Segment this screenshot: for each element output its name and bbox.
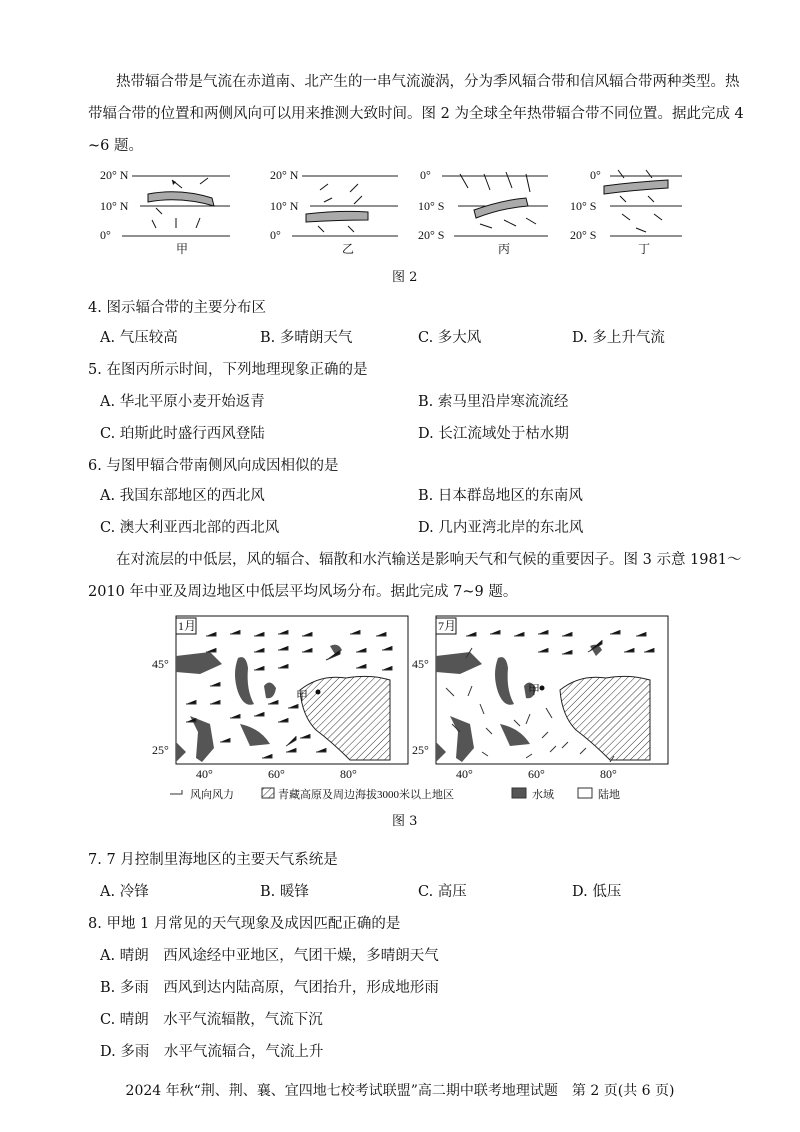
figure-3-legend (170, 787, 620, 801)
panel-bing (418, 168, 548, 256)
map-july-lon60: 60° (528, 767, 545, 781)
map-july-lon80: 80° (600, 767, 617, 781)
panel-ding-name: 丁 (638, 242, 651, 256)
map-january-lat25: 25° (152, 743, 169, 757)
legend-wind-barb-icon (170, 790, 182, 794)
q6-stem: 6. 与图甲辐合带南侧风向成因相似的是 (88, 458, 339, 474)
q7-option-d: D. 低压 (572, 884, 622, 900)
map-january-lon40: 40° (196, 767, 213, 781)
q5-option-a: A. 华北平原小麦开始返青 (100, 394, 265, 410)
q7-stem: 7. 7 月控制里海地区的主要天气系统是 (88, 852, 338, 868)
map-july-lon40: 40° (456, 767, 473, 781)
map-july-lat25: 25° (412, 743, 429, 757)
q4-option-d: D. 多上升气流 (572, 330, 665, 346)
panel-yi-bottom-label: 0° (270, 228, 281, 242)
panel-ding-bottom-label: 20° S (570, 228, 597, 242)
panel-bing-name: 丙 (498, 242, 511, 256)
map-january-label: 1月 (178, 619, 197, 633)
q8-option-c: C. 晴朗 水平气流辐散，气流下沉 (100, 1012, 323, 1028)
page-footer: 2024 年秋“荆、荆、襄、宜四地七校考试联盟”高二期中联考地理试题 第 2 页(共 6 页) (125, 1083, 675, 1099)
intro2-line1: 在对流层的中低层，风的辐合、辐散和水汽输送是影响天气和气候的重要因子。图 3 示意 1981～ (116, 552, 742, 568)
panel-jia-mid-label: 10° N (100, 199, 129, 213)
map-july-lat45: 45° (412, 657, 429, 671)
q7-option-c: C. 高压 (418, 884, 467, 900)
q7-option-b: B. 暖锋 (260, 884, 309, 900)
panel-jia-name: 甲 (176, 242, 189, 256)
legend-plateau-swatch (262, 788, 274, 798)
legend-water-swatch (512, 788, 526, 798)
map-january-lat45: 45° (152, 657, 169, 671)
panel-jia (100, 168, 230, 256)
q8-option-a: A. 晴朗 西风途经中亚地区，气团干燥，多晴朗天气 (100, 948, 439, 964)
q4-stem: 4. 图示辐合带的主要分布区 (88, 300, 266, 316)
panel-yi-name: 乙 (342, 242, 355, 256)
q5-stem: 5. 在图丙所示时间，下列地理现象正确的是 (88, 362, 368, 378)
panel-bing-mid-label: 10° S (418, 199, 445, 213)
map-january-jia-label: 甲 (296, 689, 309, 703)
map-july-label: 7月 (438, 619, 457, 633)
panel-ding-mid-label: 10° S (570, 199, 597, 213)
legend-plateau-label: 青藏高原及周边海拔3000米以上地区 (278, 789, 454, 801)
panel-ding-top-label: 0° (590, 168, 601, 182)
q8-stem: 8. 甲地 1 月常见的天气现象及成因匹配正确的是 (88, 916, 401, 932)
intro2-line2: 2010 年中亚及周边地区中低层平均风场分布。据此完成 7~9 题。 (88, 584, 518, 600)
panel-ding (570, 168, 682, 256)
intro1-line2: 带辐合带的位置和两侧风向可以用来推测大致时间。图 2 为全球全年热带辐合带不同位置。据此完成 4 (88, 106, 744, 122)
map-january-lon80: 80° (340, 767, 357, 781)
legend-land-label: 陆地 (598, 789, 620, 801)
q5-option-d: D. 长江流域处于枯水期 (418, 426, 569, 442)
panel-yi (270, 168, 398, 256)
panel-yi-mid-label: 10° N (270, 199, 299, 213)
q6-option-c: C. 澳大利亚西北部的西北风 (100, 520, 280, 536)
legend-water-label: 水域 (532, 789, 554, 801)
q4-option-a: A. 气压较高 (100, 330, 178, 346)
q5-option-b: B. 索马里沿岸寒流流经 (418, 394, 569, 410)
figure-2 (100, 162, 700, 260)
intro1-line3: ~6 题。 (88, 138, 143, 154)
q7-option-a: A. 冷锋 (100, 884, 149, 900)
intro1-line1: 热带辐合带是气流在赤道南、北产生的一串气流漩涡，分为季风辐合带和信风辐合带两种类型。热 (116, 74, 740, 90)
q6-option-b: B. 日本群岛地区的东南风 (418, 488, 583, 504)
figure-3 (150, 612, 670, 812)
q5-option-c: C. 珀斯此时盛行西风登陆 (100, 426, 265, 442)
panel-jia-bottom-label: 0° (100, 228, 111, 242)
panel-yi-top-label: 20° N (270, 168, 299, 182)
map-january (152, 616, 408, 781)
legend-wind-label: 风向风力 (190, 789, 234, 801)
q4-option-b: B. 多晴朗天气 (260, 330, 353, 346)
map-january-lon60: 60° (268, 767, 285, 781)
q6-option-a: A. 我国东部地区的西北风 (100, 488, 265, 504)
q8-option-d: D. 多雨 水平气流辐合，气流上升 (100, 1044, 324, 1060)
figure-3-caption: 图 3 (392, 814, 418, 829)
panel-bing-bottom-label: 20° S (418, 228, 445, 242)
figure-2-caption: 图 2 (392, 270, 418, 285)
panel-bing-top-label: 0° (420, 168, 431, 182)
panel-jia-top-label: 20° N (100, 168, 129, 182)
legend-land-swatch (578, 788, 592, 798)
map-july-jia-label: 甲 (528, 683, 541, 697)
q6-option-d: D. 几内亚湾北岸的东北风 (418, 520, 584, 536)
q8-option-b: B. 多雨 西风到达内陆高原，气团抬升，形成地形雨 (100, 980, 439, 996)
map-july (412, 616, 668, 781)
q4-option-c: C. 多大风 (418, 330, 482, 346)
